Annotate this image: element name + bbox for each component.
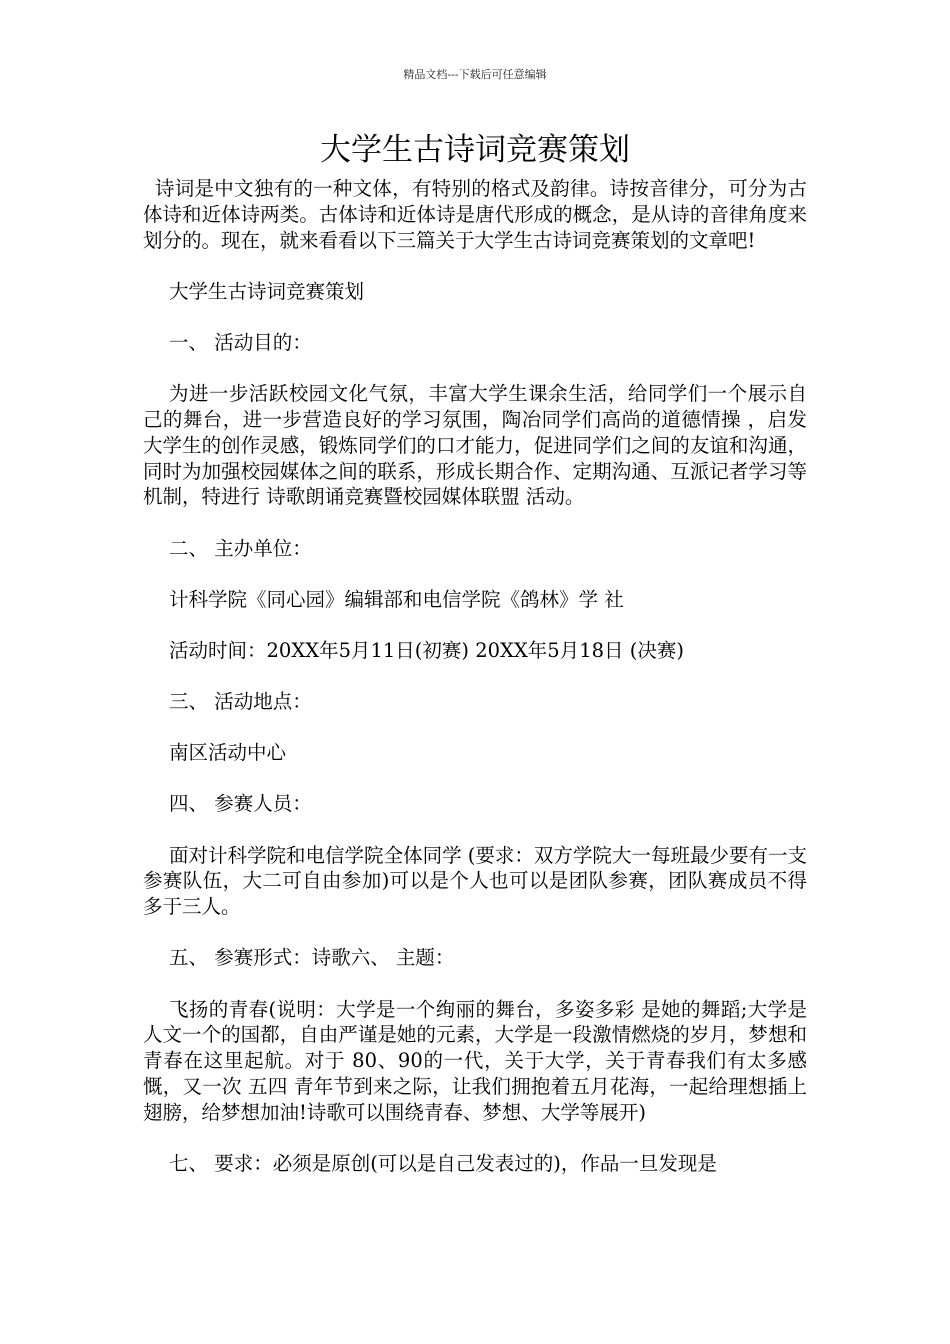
heading-format-theme: 五、 参赛形式：诗歌六、 主题： <box>169 946 455 970</box>
theme-paragraph: 飞扬的青春(说明：大学是一个绚丽的舞台，多姿多彩 是她的舞蹈;大学是人文一个的国都，自由严谨是她的元素，大学是一段激情燃烧的岁月，梦想和青春在这里起航。对于 80、90的一代，关于大学，关于青春我们有太多感慨，又一次 五四 青年节到来之际，让我们拥抱着五月花海，一起给理想插上翅膀，给梦想加油!诗歌可以围绕青春、梦想、大学等展开) <box>143 997 807 1124</box>
document-body <box>143 176 807 1177</box>
time-paragraph: 活动时间：20XX年5月11日(初赛) 20XX年5月18日 (决赛) <box>169 638 684 662</box>
header-note: 精品文档---下载后可任意编辑 <box>403 68 547 81</box>
organizer-paragraph: 计科学院《同心园》编辑部和电信学院《鸽林》学 社 <box>169 587 624 611</box>
heading-purpose: 一、 活动目的： <box>169 330 312 354</box>
intro-paragraph: 诗词是中文独有的一种文体，有特别的格式及韵律。诗按音律分，可分为古体诗和近体诗两类。古体诗和近体诗是唐代形成的概念，是从诗的音律角度来划分的。现在，就来看看以下三篇关于大学生古诗词竞赛策划的文章吧! <box>143 177 807 252</box>
requirements-paragraph: 七、 要求：必须是原创(可以是自己发表过的)，作品一旦发现是 <box>169 1152 717 1175</box>
purpose-paragraph: 为进一步活跃校园文化气氛，丰富大学生课余生活，给同学们一个展示自己的舞台，进一步营造良好的学习氛围，陶冶同学们高尚的道德情操 ，启发大学生的创作灵感，锻炼同学们的口才能力，促进同学们之间的友谊和沟通，同时为加强校园媒体之间的联系，形成长期合作、定期沟通、互派记者学习等机制，特进行 诗歌朗诵竞赛暨校园媒体联盟 活动。 <box>143 382 807 509</box>
heading-participants: 四、 参赛人员： <box>169 792 312 816</box>
location-paragraph: 南区活动中心 <box>169 741 287 765</box>
participants-paragraph: 面对计科学院和电信学院全体同学 (要求：双方学院大一每班最少要有一支参赛队伍，大二可自由参加)可以是个人也可以是团队参赛，团队赛成员不得多于三人。 <box>143 843 807 919</box>
section-subtitle: 大学生古诗词竞赛策划 <box>169 279 365 303</box>
document-title: 大学生古诗词竞赛策划 <box>320 132 630 168</box>
heading-organizer: 二、 主办单位： <box>169 536 312 560</box>
heading-location: 三、 活动地点： <box>169 690 312 714</box>
